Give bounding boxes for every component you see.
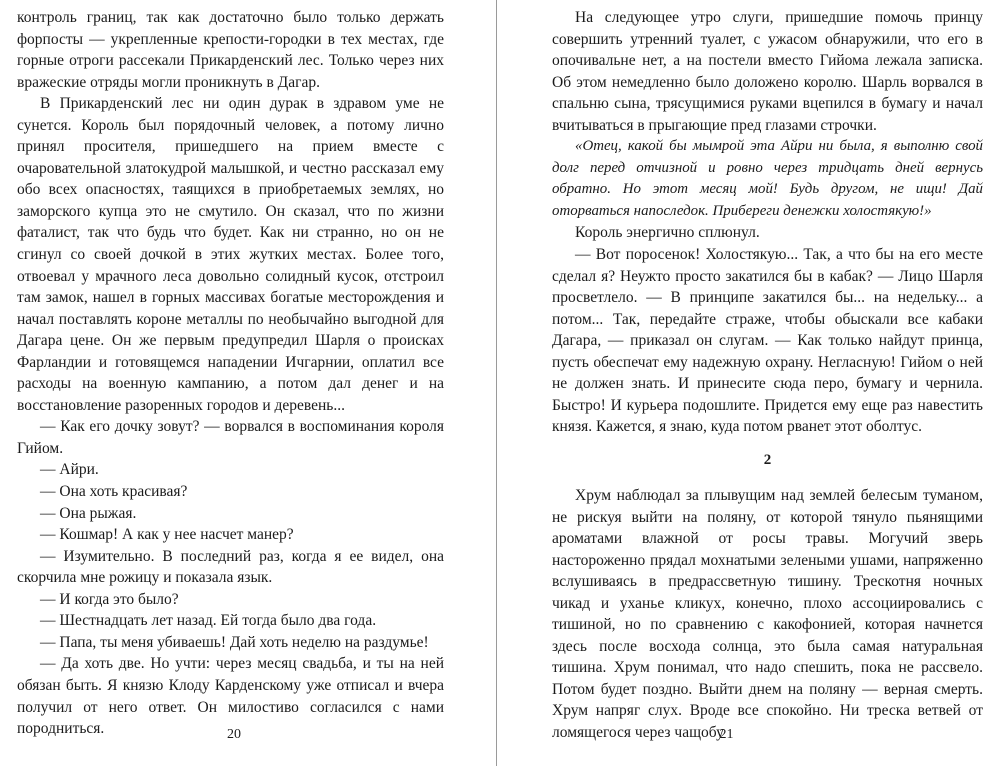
left-page-text: [17, 7, 444, 740]
dialogue-line: — Кошмар! А как у нее насчет манер?: [40, 526, 294, 544]
paragraph: В Прикарденский лес ни один дурак в здравом уме не сунется. Король был порядочный человек, а потому лично принял просителя, пришедшего на прием вместе с очаровательной златокудрой малышкой, и честно рассказал ему обо всех опасностях, таящихся в приобретаемых землях, но заморского купца это не смутило. Он сказал, что по жизни фаталист, так что будь что будет. Как ни странно, но он не сгинул со своей дочкой в этих жутких местах. Более того, отвоевал у мрачного леса довольно солидный кусок, отстроил там замок, нашел в горных массивах богатые месторождения и начал поставлять короне металлы по необычайно выгодной для Дагара цене. Он же первым предупредил Шарля о происках Фарландии и готовящемся нападении Ичгарнии, оплатил все расходы на военную кампанию, а потом дал денег и на восстановление разоренных городов и деревень...: [17, 95, 444, 414]
dialogue-line: — Как его дочку зовут? — ворвался в воспоминания короля Гийом.: [17, 418, 444, 457]
dialogue-line: — Изумительно. В последний раз, когда я ее видел, она скорчила мне рожицу и показала язык.: [17, 547, 444, 587]
dialogue-line: — Она рыжая.: [40, 504, 137, 522]
dialogue-line: — И когда это было?: [40, 590, 179, 608]
dialogue-line: — Айри.: [40, 461, 99, 479]
paragraph: контроль границ, так как достаточно было только держать форпосты — укрепленные крепости-городки в тех местах, где горные отроги рассекали Прикарденский лес. Только через них вражеские отряды могли проникнуть в Дагар.: [17, 9, 444, 91]
page-number: 21: [719, 727, 734, 742]
right-page-bottom-text: [552, 485, 983, 744]
paragraph: Король энергично сплюнул.: [575, 224, 760, 242]
dialogue-line: — Да хоть две. Но учти: через месяц свадьба, и ты на ней обязан быть. Я князю Клоду Карденскому уже отписал и вчера получил от него ответ. Он милостиво согласился с нами породниться.: [17, 655, 444, 738]
dialogue-line: — Папа, ты меня убиваешь! Дай хоть неделю на раздумье!: [40, 633, 429, 651]
chapter-heading: 2: [763, 452, 772, 468]
note-quote: «Отец, какой бы мымрой эта Айри ни была, я выполню свой долг перед отчизной и ровно через тридцать дней вернусь обратно. Но этот месяц мой! Будь другом, не ищи! Дай оторваться напоследок. Прибереги денежки холостякую!»: [552, 138, 983, 219]
paragraph: На следующее утро слуги, пришедшие помочь принцу совершить утренний туалет, с ужасом обнаружили, что его в опочивальне нет, а на постели вместо Гийома лежала записка. Об этом немедленно было доложено королю. Шарль ворвался в спальню сына, трясущимися руками вцепился в бумагу и начал вчитываться в прыгающие пред глазами строчки.: [552, 9, 983, 134]
page-number: 20: [227, 727, 241, 742]
dialogue-line: — Она хоть красивая?: [40, 483, 188, 501]
paragraph: Хрум наблюдал за плывущим над землей белесым туманом, не рискуя выйти на поляну, от которой тянуло пьянящими ароматами влажной от росы травы. Могучий зверь настороженно прядал мохнатыми зелеными ушами, напряженно вслушиваясь в предрассветную тишину. Трескотня ночных чикад и уханье кликух, конечно, плохо ассоциировались с тишиной, но по сравнению с какофонией, которая начнется здесь после восхода солнца, это была самая натуральная тишина. Хрум понимал, что надо спешить, пока не рассвело. Потом будет поздно. Выйти днем на поляну — верная смерть. Хрум напряг слух. Вроде все спокойно. Ни треска ветвей от ломящегося через чащобу: [552, 487, 983, 742]
right-page-top-text: [552, 7, 983, 438]
paragraph: — Вот поросенок! Холостякую... Так, а что бы на его месте сделал я? Неужто просто закатился бы в кабак? — Лицо Шарля просветлело. — В принципе закатился бы... на недельку... а потом... Так, передайте страже, чтобы обыскали все кабаки Дагара, — приказал он слугам. — Как только найдут принца, пусть обеспечат ему надежную охрану. Негласную! Гийом о ней не должен знать. И принесите сюда перо, бумагу и чернила. Быстро! И курьера подошлите. Придется ему еще раз навестить князя. Кажется, я знаю, куда потом рванет этот оболтус.: [552, 246, 983, 436]
dialogue-line: — Шестнадцать лет назад. Ей тогда было два года.: [40, 612, 377, 630]
right-page: [497, 0, 1000, 766]
left-page: [0, 0, 496, 766]
